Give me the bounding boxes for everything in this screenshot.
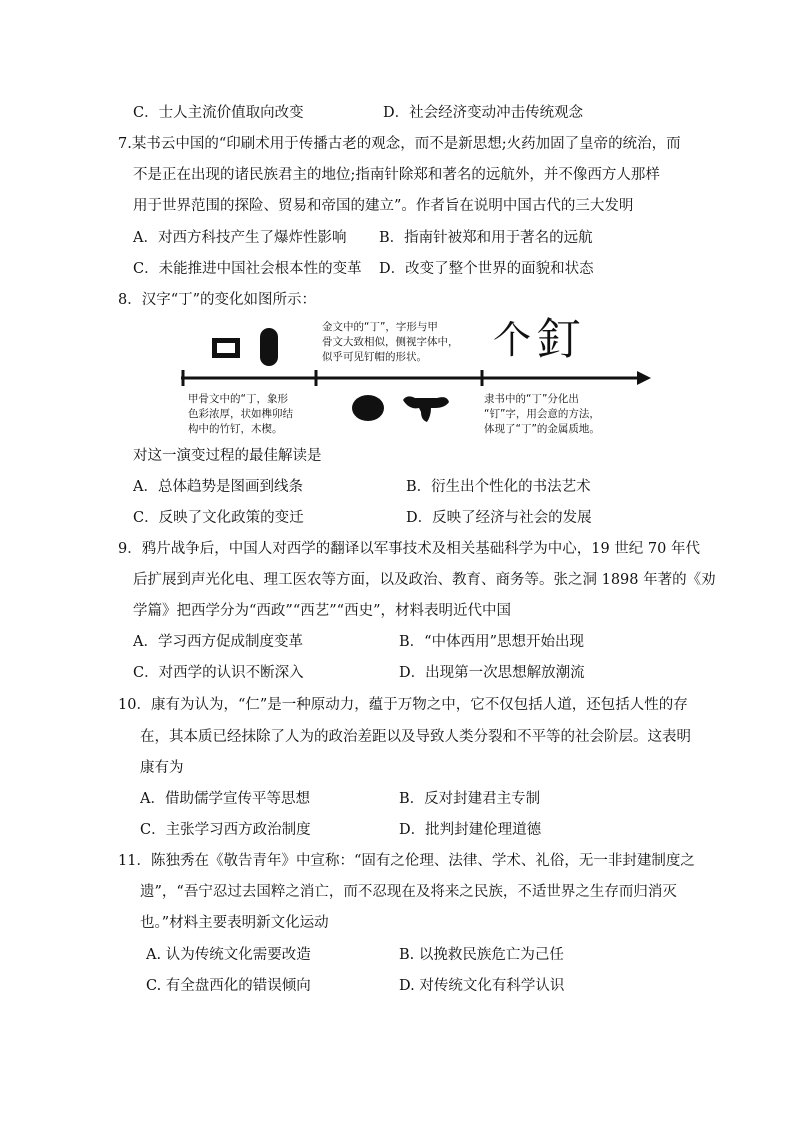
q11-option-d: D. 对传统文化有科学认识 <box>399 978 565 994</box>
q8-option-c: C．反映了文化政策的变迁 <box>133 510 304 526</box>
q7-option-d: D．改变了整个世界的面貌和状态 <box>379 261 594 277</box>
q8-option-d: D．反映了经济与社会的发展 <box>406 510 592 526</box>
jinwen-note-line-3: 似乎可见钉帽的形状。 <box>322 351 427 363</box>
lishu-note-line-1: 隶书中的“丁”分化出 <box>484 393 579 405</box>
q10-stem-line-3: 康有为 <box>140 760 184 776</box>
q6-option-c: C．士人主流价值取向改变 <box>133 105 304 121</box>
q8-figure <box>175 316 655 440</box>
q10-stem-line-1: 10．康有为认为，“仁”是一种原动力，蕴于万物之中，它不仅包括人道，还包括人性的存 <box>118 697 688 713</box>
q8-option-b: B．衍生出个性化的书法艺术 <box>406 479 591 495</box>
lishu-note-line-3: 体现了“丁”的金属质地。 <box>484 423 600 435</box>
q7-option-c: C．未能推进中国社会根本性的变革 <box>133 261 362 277</box>
q10-stem-line-2: 在，其本质已经抹除了人为的政治差距以及导致人类分裂和不平等的社会阶层。这表明 <box>140 729 691 745</box>
q6-option-d: D．社会经济变动冲击传统观念 <box>383 105 584 121</box>
jiagu-note-line-3: 构中的竹钉，木楔。 <box>188 423 283 435</box>
lishu-note-line-2: “钉”字，用会意的方法， <box>484 408 600 420</box>
lishu-glyph-ge: 个 <box>493 318 532 362</box>
q9-option-a: A．学习西方促成制度变革 <box>133 634 303 650</box>
q11-option-a: A. 认为传统文化需要改造 <box>146 947 311 963</box>
jinwen-note-line-2: 骨文大致相似，侧视字体中， <box>322 336 459 348</box>
q7-stem-line-3: 用于世界范围的探险、贸易和帝国的建立”。作者旨在说明中国古代的三大发明 <box>133 198 634 214</box>
q11-stem-line-1: 11．陈独秀在《敬告青年》中宣称：“固有之伦理、法律、学术、礼俗，无一非封建制度之 <box>118 853 695 869</box>
q8-stem: 8．汉字“丁”的变化如图所示： <box>118 292 317 308</box>
jiagu-note-line-1: 甲骨文中的“丁，象形 <box>188 393 288 405</box>
q11-option-b: B. 以挽救民族危亡为己任 <box>399 947 564 963</box>
q7-stem-line-2: 不是正在出现的诸民族君主的地位;指南针除郑和著名的远航外，并不像西方人那样 <box>133 167 660 183</box>
jinwen-note-line-1: 金文中的“丁”，字形与甲 <box>322 321 438 333</box>
jiagu-square-glyph <box>212 338 240 358</box>
q9-stem-line-3: 学篇》把西学分为“西政”“西艺”“西史”，材料表明近代中国 <box>133 603 511 619</box>
q9-stem-line-1: 9．鸦片战争后，中国人对西学的翻译以军事技术及相关基础科学为中心，19 世纪 70 年代 <box>118 541 700 557</box>
q7-option-b: B．指南针被郑和用于著名的远航 <box>379 230 593 246</box>
q9-option-b: B．“中体西用”思想开始出现 <box>399 634 584 650</box>
q8-option-a: A．总体趋势是图画到线条 <box>133 479 303 495</box>
q10-option-d: D．批判封建伦理道德 <box>399 822 542 838</box>
q10-option-b: B．反对封建君主专制 <box>399 791 541 807</box>
lishu-glyph-ding: 釘 <box>537 314 581 365</box>
q7-option-a: A．对西方科技产生了爆炸性影响 <box>133 230 347 246</box>
q10-option-c: C．主张学习西方政治制度 <box>140 822 311 838</box>
q7-stem-line-1: 7.某书云中国的“印刷术用于传播古老的观念，而不是新思想;火药加固了皇帝的统治，而 <box>118 136 681 152</box>
q8-question: 对这一演变过程的最佳解读是 <box>133 448 322 464</box>
jinwen-nail-glyph <box>401 394 451 424</box>
q9-option-d: D．出现第一次思想解放潮流 <box>399 665 585 681</box>
jinwen-round-glyph <box>352 395 384 421</box>
jiagu-note-line-2: 色彩浓厚，状如榫卯结 <box>188 408 293 420</box>
q9-option-c: C．对西学的认识不断深入 <box>133 665 304 681</box>
jiagu-oval-glyph <box>260 328 278 366</box>
q9-stem-line-2: 后扩展到声光化电、理工医农等方面，以及政治、教育、商务等。张之洞 1898 年著的《劝 <box>133 572 716 588</box>
timeline-axis <box>175 368 655 388</box>
q11-stem-line-2: 遗”，“吾宁忍过去国粹之消亡，而不忍现在及将来之民族，不适世界之生存而归消灭 <box>140 884 677 900</box>
q10-option-a: A．借助儒学宣传平等思想 <box>140 791 310 807</box>
q11-option-c: C. 有全盘西化的错误倾向 <box>146 978 311 994</box>
q11-stem-line-3: 也。”材料主要表明新文化运动 <box>140 915 329 931</box>
